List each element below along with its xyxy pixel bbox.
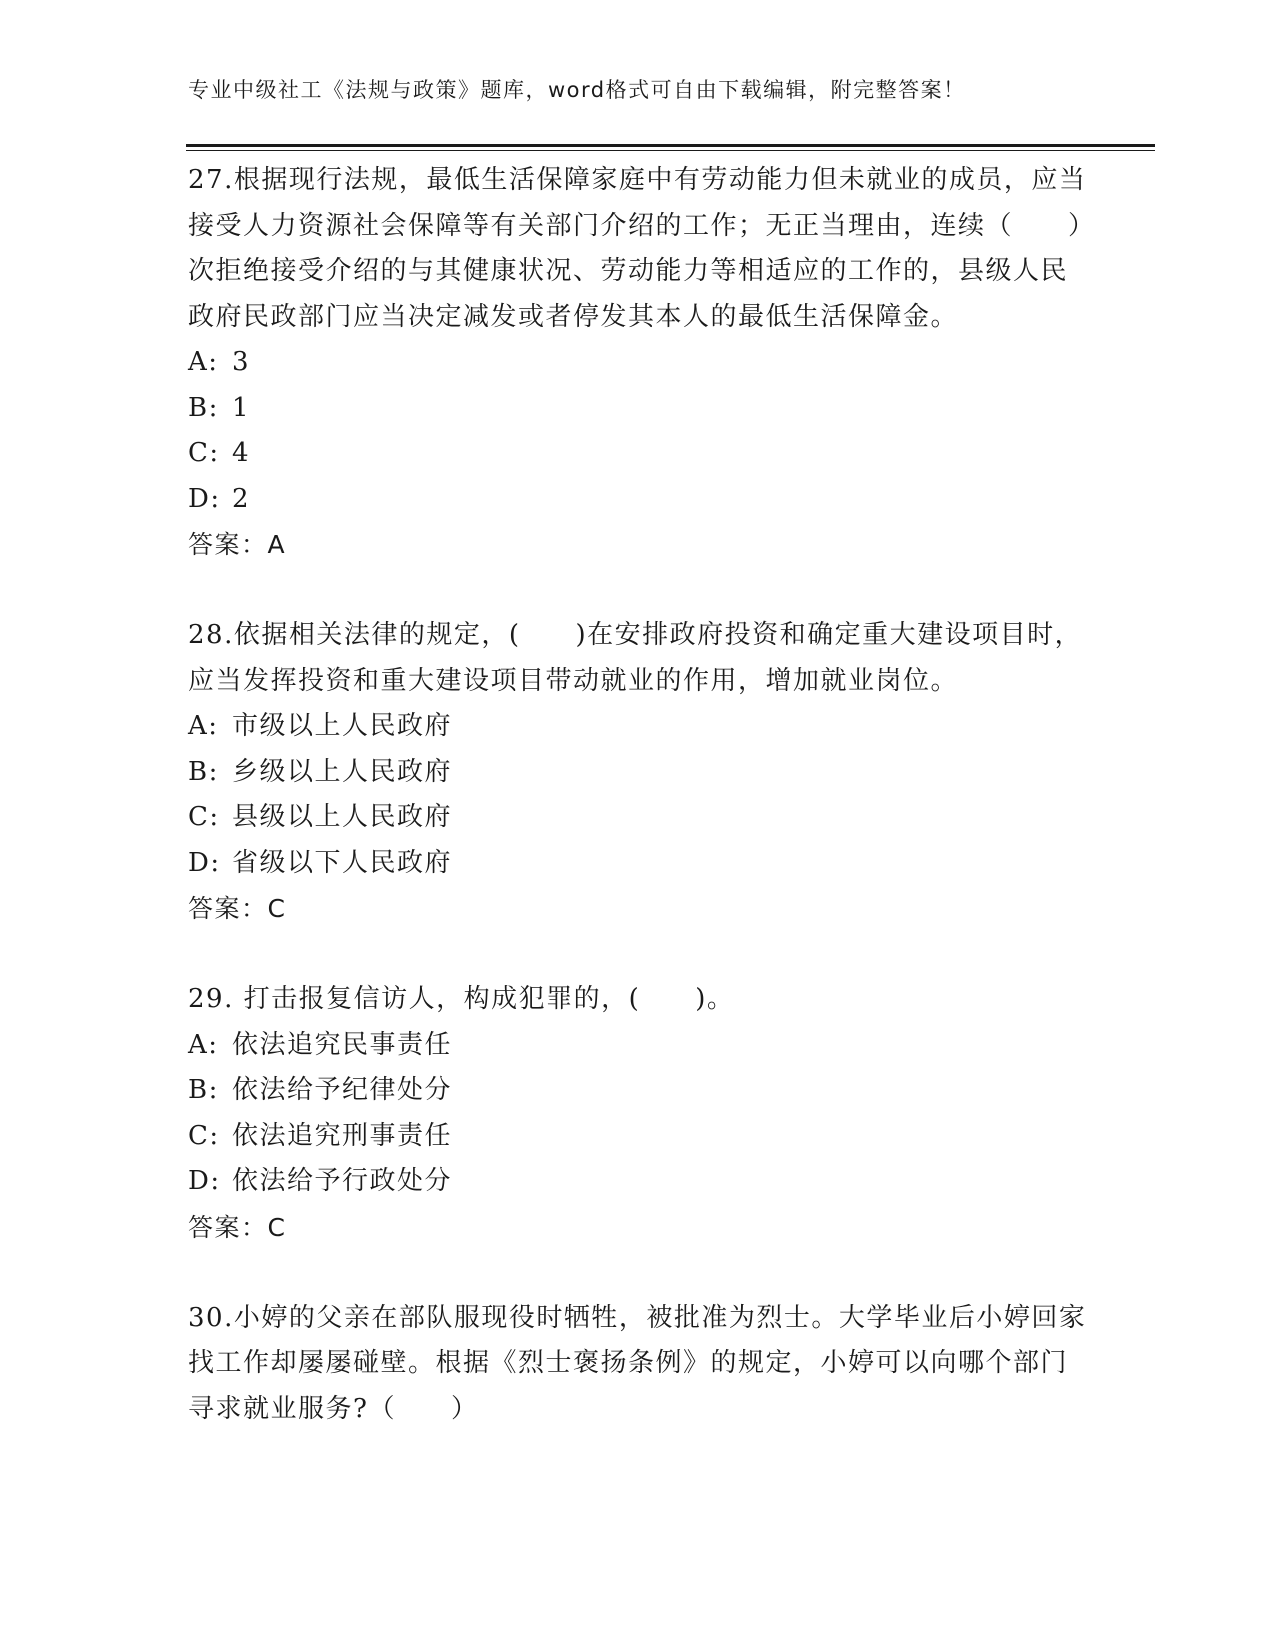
question-stem: 27.根据现行法规，最低生活保障家庭中有劳动能力但未就业的成员，应当接受人力资源社会保障等有关部门介绍的工作；无正当理由，连续（ ）次拒绝接受介绍的与其健康状况、劳动能力等相适应的工作的，县级人民政府民政部门应当决定减发或者停发其本人的最低生活保障金。: [188, 165, 1087, 332]
option-text: 县级以上人民政府: [232, 802, 453, 832]
page-header: 专业中级社工《法规与政策》题库，word格式可自由下载编辑，附完整答案！: [188, 78, 966, 102]
option-key: B:: [188, 1075, 219, 1105]
option-c: [188, 431, 1088, 477]
option-a: [188, 340, 1088, 386]
option-key: A:: [188, 1029, 219, 1060]
option-key: B:: [188, 392, 219, 423]
answer-line: 答案：C: [188, 1212, 287, 1242]
option-key: D:: [188, 1166, 221, 1196]
option-c: [188, 1114, 1088, 1160]
option-key: A:: [188, 347, 219, 377]
answer-line: 答案：C: [188, 894, 287, 923]
option-text: 乡级以上人民政府: [232, 756, 453, 787]
option-key: C:: [188, 438, 220, 468]
option-text: 1: [232, 392, 251, 423]
option-key: C:: [188, 802, 220, 832]
option-text: 市级以上人民政府: [232, 711, 453, 741]
question-list: [188, 158, 1088, 1432]
option-text: 依法给予纪律处分: [232, 1075, 453, 1105]
option-b: [188, 750, 1088, 796]
option-key: A:: [188, 711, 219, 741]
question-27: [188, 158, 1088, 568]
option-key: B:: [188, 756, 219, 787]
option-d: [188, 841, 1088, 887]
answer-line: 答案：A: [188, 530, 287, 559]
option-text: 依法追究刑事责任: [232, 1120, 453, 1151]
option-d: [188, 477, 1088, 523]
option-key: D:: [188, 483, 221, 514]
question-gap: [188, 932, 1088, 978]
question-28: [188, 613, 1088, 932]
question-29: [188, 977, 1088, 1250]
question-stem: 28.依据相关法律的规定，( )在安排政府投资和确定重大建设项目时，应当发挥投资和重大建设项目带动就业的作用，增加就业岗位。: [188, 620, 1083, 696]
option-a: [188, 1023, 1088, 1069]
header-rule-thin: [186, 150, 1155, 151]
option-text: 2: [232, 483, 251, 514]
question-gap: [188, 1250, 1088, 1296]
option-c: [188, 795, 1088, 841]
option-b: [188, 386, 1088, 432]
header-rule-thick: [186, 144, 1155, 147]
option-b: [188, 1068, 1088, 1114]
question-gap: [188, 568, 1088, 614]
question-stem: 29. 打击报复信访人，构成犯罪的，( )。: [188, 984, 735, 1014]
question-30: [188, 1296, 1088, 1433]
option-text: 省级以下人民政府: [232, 847, 453, 878]
option-a: [188, 704, 1088, 750]
question-stem: 30.小婷的父亲在部队服现役时牺牲，被批准为烈士。大学毕业后小婷回家找工作却屡屡碰壁。根据《烈士褒扬条例》的规定，小婷可以向哪个部门寻求就业服务?（ ）: [188, 1302, 1087, 1424]
option-text: 依法给予行政处分: [232, 1166, 453, 1196]
option-key: C:: [188, 1120, 220, 1151]
option-key: D:: [188, 847, 221, 878]
option-text: 4: [232, 438, 251, 468]
option-text: 依法追究民事责任: [232, 1029, 453, 1060]
option-text: 3: [232, 347, 251, 377]
option-d: [188, 1159, 1088, 1205]
